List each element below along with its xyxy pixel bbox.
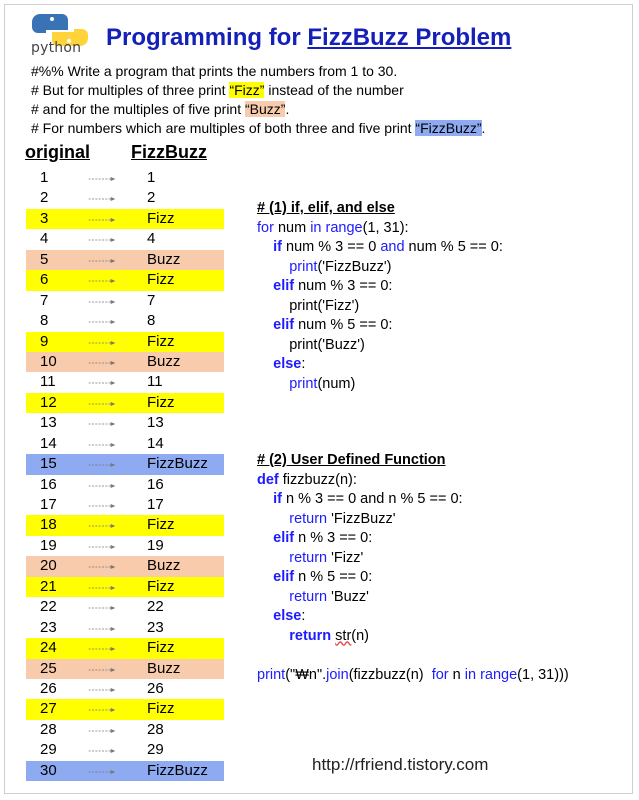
- problem-description: [31, 62, 485, 138]
- kw-for: for: [257, 219, 274, 236]
- code-block-user-defined-function: [257, 451, 569, 685]
- arrow-right-icon: [82, 647, 122, 651]
- original-number: 29: [40, 741, 57, 759]
- table-row: [26, 229, 224, 249]
- arrow-right-icon: [82, 545, 122, 549]
- fizzbuzz-result: 22: [147, 598, 164, 616]
- table-row: [26, 168, 224, 188]
- fizzbuzz-result: FizzBuzz: [147, 761, 208, 779]
- kw-return: return: [289, 627, 332, 644]
- fizzbuzz-result: Fizz: [147, 516, 175, 534]
- code-text: ('Fizz'): [317, 297, 360, 314]
- code-text: 'FizzBuzz': [327, 510, 396, 527]
- fizzbuzz-result: Fizz: [147, 393, 175, 411]
- fn-print: print: [289, 297, 318, 314]
- arrow-right-icon: [82, 218, 122, 222]
- fizzbuzz-result: 2: [147, 189, 156, 207]
- code-text: ('FizzBuzz'): [317, 258, 392, 275]
- kw-for: for: [431, 666, 449, 683]
- fizzbuzz-result: Buzz: [147, 250, 181, 268]
- arrow-right-icon: [82, 238, 122, 242]
- fizzbuzz-result: 28: [147, 720, 164, 738]
- description-line-2: [31, 81, 485, 100]
- line3-text-b: .: [285, 101, 290, 117]
- fizzbuzz-result: 13: [147, 414, 164, 432]
- kw-in: in: [464, 666, 477, 683]
- table-row: [26, 475, 224, 495]
- original-number: 12: [40, 393, 57, 411]
- kw-return: return: [289, 549, 328, 566]
- line2-text-b: instead of the number: [264, 82, 404, 98]
- table-row: [26, 740, 224, 760]
- kw-in: in: [310, 219, 322, 236]
- kw-def: def: [257, 471, 279, 488]
- table-row: [26, 495, 224, 515]
- fizzbuzz-result: 17: [147, 496, 164, 513]
- fizzbuzz-result: 8: [147, 312, 156, 330]
- fn-print: print: [289, 258, 318, 275]
- code-text: n: [448, 666, 465, 683]
- code-text: (1, 31):: [362, 219, 409, 236]
- fizzbuzz-result: 29: [147, 741, 164, 759]
- original-number: 21: [40, 577, 57, 595]
- fizzbuzz-result: Buzz: [147, 557, 181, 575]
- title-prefix: Programming for: [106, 24, 308, 51]
- fizzbuzz-table: [26, 168, 224, 781]
- original-number: 13: [40, 414, 57, 432]
- arrow-right-icon: [82, 197, 122, 201]
- table-row: [26, 352, 224, 372]
- table-row: [26, 372, 224, 392]
- fizzbuzz-result: 11: [147, 373, 163, 391]
- code-text: num % 3 == 0:: [294, 278, 393, 294]
- arrow-right-icon: [82, 422, 122, 426]
- original-number: 10: [40, 352, 57, 370]
- original-number: 30: [40, 761, 57, 779]
- original-number: 11: [40, 373, 56, 391]
- arrow-right-icon: [82, 668, 122, 672]
- fizzbuzz-result: 23: [147, 618, 164, 636]
- kw-if: if: [273, 239, 282, 255]
- table-row: [26, 332, 224, 352]
- table-row: [26, 577, 224, 597]
- arrow-right-icon: [82, 729, 122, 733]
- table-row: [26, 597, 224, 617]
- fizzbuzz-result: Buzz: [147, 352, 181, 370]
- table-row: [26, 188, 224, 208]
- arrow-right-icon: [82, 484, 122, 488]
- kw-else: else: [273, 356, 302, 372]
- fizzbuzz-result: Fizz: [147, 209, 175, 227]
- arrow-right-icon: [82, 688, 122, 692]
- fn-range: range: [480, 666, 518, 683]
- title-link[interactable]: FizzBuzz Problem: [307, 24, 512, 51]
- original-number: 8: [40, 312, 49, 330]
- code-text: (1, 31))): [517, 666, 569, 683]
- arrow-right-icon: [82, 463, 122, 467]
- original-number: 23: [40, 618, 57, 636]
- original-number: 14: [40, 434, 57, 452]
- original-number: 22: [40, 598, 57, 616]
- fn-print: print: [289, 375, 318, 392]
- table-row: [26, 761, 224, 781]
- buzz-highlight: “Buzz”: [245, 101, 286, 117]
- arrow-right-icon: [82, 381, 122, 385]
- arrow-right-icon: [82, 565, 122, 569]
- original-number: 17: [40, 496, 57, 513]
- table-row: [26, 536, 224, 556]
- original-number: 2: [40, 189, 49, 207]
- code-text: fizzbuzz(n):: [278, 471, 357, 488]
- code-text: (num): [317, 375, 356, 392]
- code-text: num: [273, 219, 311, 236]
- code-text: 'Fizz': [327, 549, 364, 566]
- original-number: 25: [40, 659, 57, 677]
- fn-print: print: [289, 336, 318, 353]
- arrow-right-icon: [82, 361, 122, 365]
- arrow-right-icon: [82, 770, 122, 774]
- kw-elif: elif: [273, 569, 295, 585]
- fn-range: range: [325, 219, 363, 236]
- arrow-right-icon: [82, 259, 122, 263]
- code-text: n % 3 == 0 and n % 5 == 0:: [281, 491, 463, 507]
- table-row: [26, 250, 224, 270]
- kw-else: else: [273, 608, 302, 624]
- original-number: 9: [40, 332, 49, 350]
- code1-heading: # (1) if, elif, and else: [257, 200, 395, 216]
- original-number: 19: [40, 536, 57, 554]
- arrow-right-icon: [82, 524, 122, 528]
- fizzbuzz-result: 7: [147, 291, 156, 309]
- arrow-right-icon: [82, 586, 122, 590]
- fizzbuzz-result: Fizz: [147, 700, 175, 718]
- original-number: 7: [40, 291, 49, 309]
- table-row: [26, 515, 224, 535]
- kw-if: if: [273, 491, 282, 507]
- fizzbuzz-result: Fizz: [147, 271, 175, 289]
- footer-url-link[interactable]: http://rfriend.tistory.com: [312, 755, 489, 774]
- table-row: [26, 720, 224, 740]
- fn-str: str: [335, 627, 352, 644]
- arrow-right-icon: [82, 606, 122, 610]
- table-row: [26, 434, 224, 454]
- kw-elif: elif: [273, 278, 295, 294]
- code-text: num % 5 == 0:: [404, 239, 503, 255]
- arrow-right-icon: [82, 177, 122, 181]
- fizzbuzz-result: FizzBuzz: [147, 455, 208, 473]
- fizzbuzz-result: Fizz: [147, 577, 175, 595]
- original-number: 18: [40, 516, 57, 534]
- description-line-1: #%% Write a program that prints the numbers from 1 to 30.: [31, 63, 398, 79]
- code-text: :: [301, 356, 306, 372]
- line2-text-a: # But for multiples of three print: [31, 82, 230, 98]
- table-row: [26, 556, 224, 576]
- table-row: [26, 311, 224, 331]
- kw-elif: elif: [273, 530, 295, 546]
- column-header-fizzbuzz: FizzBuzz: [131, 142, 207, 162]
- code-text: num % 5 == 0:: [294, 317, 393, 333]
- fizzbuzz-result: 1: [147, 169, 156, 186]
- python-logo-text: python: [31, 40, 82, 56]
- code-text: num % 3 == 0: [281, 239, 381, 255]
- original-number: 28: [40, 720, 57, 738]
- arrow-right-icon: [82, 627, 122, 631]
- fizzbuzz-result: 16: [147, 475, 164, 493]
- arrow-right-icon: [82, 443, 122, 447]
- table-row: [26, 209, 224, 229]
- code-text: ('Buzz'): [317, 336, 365, 353]
- arrow-right-icon: [82, 341, 122, 345]
- original-number: 24: [40, 639, 57, 657]
- original-number: 4: [40, 230, 49, 248]
- table-row: [26, 413, 224, 433]
- original-number: 16: [40, 475, 57, 493]
- line3-text-a: # and for the multiples of five print: [31, 101, 245, 117]
- fizzbuzz-result: 19: [147, 536, 164, 554]
- code2-heading: # (2) User Defined Function: [257, 452, 446, 468]
- original-number: 6: [40, 271, 49, 289]
- original-number: 26: [40, 679, 57, 697]
- code-text: (n): [351, 627, 370, 644]
- arrow-right-icon: [82, 708, 122, 712]
- fizzbuzz-highlight: “FizzBuzz”: [415, 120, 482, 136]
- original-number: 5: [40, 250, 49, 268]
- table-row: [26, 454, 224, 474]
- code-text: 'Buzz': [327, 588, 369, 605]
- original-number: 3: [40, 209, 49, 227]
- fizz-highlight: “Fizz”: [229, 82, 265, 98]
- fizzbuzz-result: 4: [147, 230, 156, 248]
- fizzbuzz-result: Fizz: [147, 639, 175, 657]
- code-text: n % 5 == 0:: [294, 569, 373, 585]
- code-text: n % 3 == 0:: [294, 530, 373, 546]
- kw-elif: elif: [273, 317, 295, 333]
- table-row: [26, 638, 224, 658]
- arrow-right-icon: [82, 320, 122, 324]
- arrow-right-icon: [82, 300, 122, 304]
- page-title: [106, 24, 511, 52]
- fizzbuzz-result: Buzz: [147, 659, 181, 677]
- table-row: [26, 270, 224, 290]
- original-number: 15: [40, 455, 57, 473]
- table-row: [26, 291, 224, 311]
- table-row: [26, 393, 224, 413]
- fizzbuzz-result: Fizz: [147, 332, 175, 350]
- table-row: [26, 618, 224, 638]
- arrow-right-icon: [82, 504, 122, 508]
- arrow-right-icon: [82, 749, 122, 753]
- description-line-3: [31, 100, 485, 119]
- original-number: 27: [40, 700, 57, 718]
- code-text: :: [301, 608, 306, 624]
- column-header-original: original: [25, 142, 91, 162]
- table-row: [26, 699, 224, 719]
- original-number: 1: [40, 169, 49, 186]
- kw-and: and: [380, 239, 405, 255]
- fn-join: join: [326, 666, 349, 683]
- line4-text-a: # For numbers which are multiples of both three and five print: [31, 120, 416, 136]
- original-number: 20: [40, 557, 57, 575]
- line4-text-b: .: [481, 120, 486, 136]
- kw-return: return: [289, 588, 328, 605]
- table-row: [26, 659, 224, 679]
- code-block-if-elif-else: [257, 199, 503, 394]
- fizzbuzz-result: 26: [147, 679, 164, 697]
- table-row: [26, 679, 224, 699]
- code-text: (fizzbuzz(n): [348, 666, 432, 683]
- fn-print: print: [257, 666, 286, 683]
- code-text: ("₩n".: [285, 666, 327, 683]
- arrow-right-icon: [82, 279, 122, 283]
- description-line-4: [31, 119, 485, 138]
- fizzbuzz-result: 14: [147, 434, 164, 452]
- arrow-right-icon: [82, 402, 122, 406]
- kw-return: return: [289, 510, 328, 527]
